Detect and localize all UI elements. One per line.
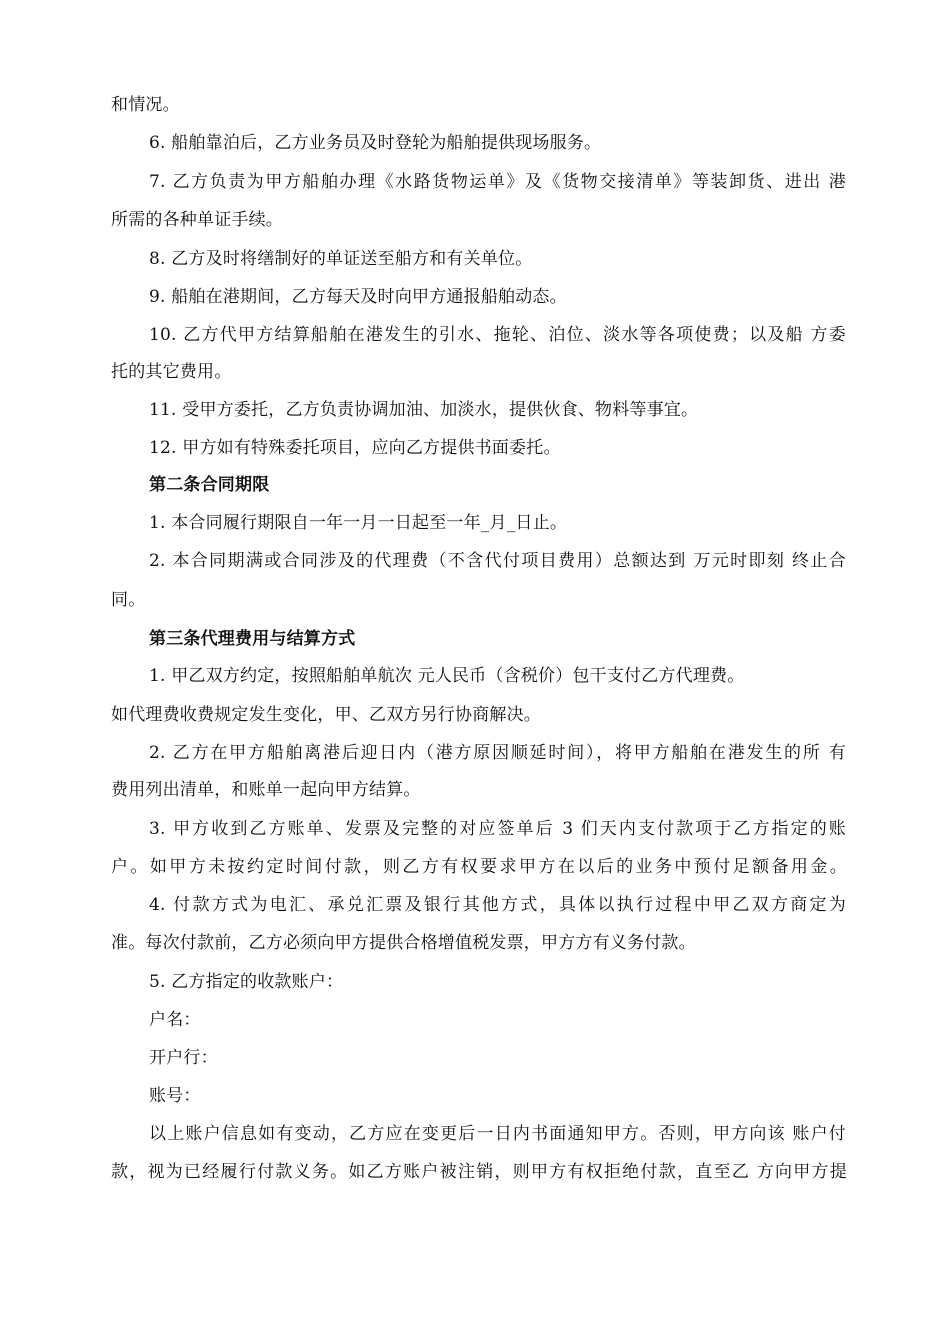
paragraph-line: 9. 船舶在港期间，乙方每天及时向甲方通报船舶动态。: [149, 287, 567, 307]
paragraph-line: 和情况。: [111, 95, 180, 115]
paragraph-line: 2. 本合同期满或合同涉及的代理费（不含代付项目费用）总额达到 万元时即刻 终止合: [149, 551, 846, 571]
paragraph-line: 3. 甲方收到乙方账单、发票及完整的对应签单后 3 们天内支付款项于乙方指定的账: [149, 819, 846, 839]
paragraph-line: 托的其它费用。: [111, 362, 232, 382]
paragraph-line: 10. 乙方代甲方结算船舶在港发生的引水、拖轮、泊位、淡水等各项使费；以及船 方委: [149, 325, 846, 345]
account-name-label: 户名：: [149, 1010, 201, 1030]
paragraph-line: 11. 受甲方委托，乙方负责协调加油、加淡水，提供伙食、物料等事宜。: [149, 400, 699, 420]
section-heading: 第三条代理费用与结算方式: [149, 629, 356, 649]
account-number-label: 账号：: [149, 1086, 201, 1106]
paragraph-line: 6. 船舶靠泊后，乙方业务员及时登轮为船舶提供现场服务。: [149, 133, 602, 153]
paragraph-line: 户。如甲方未按约定时间付款，则乙方有权要求甲方在以后的业务中预付足额备用金。: [111, 857, 847, 877]
bank-label: 开户行：: [149, 1048, 218, 1068]
paragraph-line: 1. 本合同履行期限自一年一月一日起至一年_月_日止。: [149, 513, 568, 533]
paragraph-line: 以上账户信息如有变动，乙方应在变更后一日内书面通知甲方。否则，甲方向该 账户付: [149, 1124, 846, 1144]
paragraph-line: 5. 乙方指定的收款账户：: [149, 972, 344, 992]
paragraph-line: 如代理费收费规定发生变化，甲、乙双方另行协商解决。: [111, 705, 541, 725]
paragraph-line: 7. 乙方负责为甲方船舶办理《水路货物运单》及《货物交接清单》等装卸货、进出 港: [149, 172, 846, 192]
paragraph-line: 12. 甲方如有特殊委托项目，应向乙方提供书面委托。: [149, 438, 561, 458]
paragraph-line: 4. 付款方式为电汇、承兑汇票及银行其他方式，具体以执行过程中甲乙双方商定为: [149, 895, 846, 915]
paragraph-line: 8. 乙方及时将缮制好的单证送至船方和有关单位。: [149, 249, 533, 269]
section-heading: 第二条合同期限: [149, 475, 270, 495]
paragraph-line: 1. 甲乙双方约定，按照船舶单航次 元人民币（含税价）包干支付乙方代理费。: [149, 666, 745, 686]
paragraph-line: 2. 乙方在甲方船舶离港后迎日内（港方原因顺延时间），将甲方船舶在港发生的所 有: [149, 743, 846, 763]
paragraph-line: 准。每次付款前，乙方必须向甲方提供合格增值税发票，甲方方有义务付款。: [111, 933, 696, 953]
paragraph-line: 同。: [111, 590, 146, 610]
paragraph-line: 所需的各种单证手续。: [111, 210, 283, 230]
paragraph-line: 款，视为已经履行付款义务。如乙方账户被注销，则甲方有权拒绝付款，直至乙 方向甲方提: [111, 1162, 847, 1182]
paragraph-line: 费用列出清单，和账单一起向甲方结算。: [111, 780, 421, 800]
